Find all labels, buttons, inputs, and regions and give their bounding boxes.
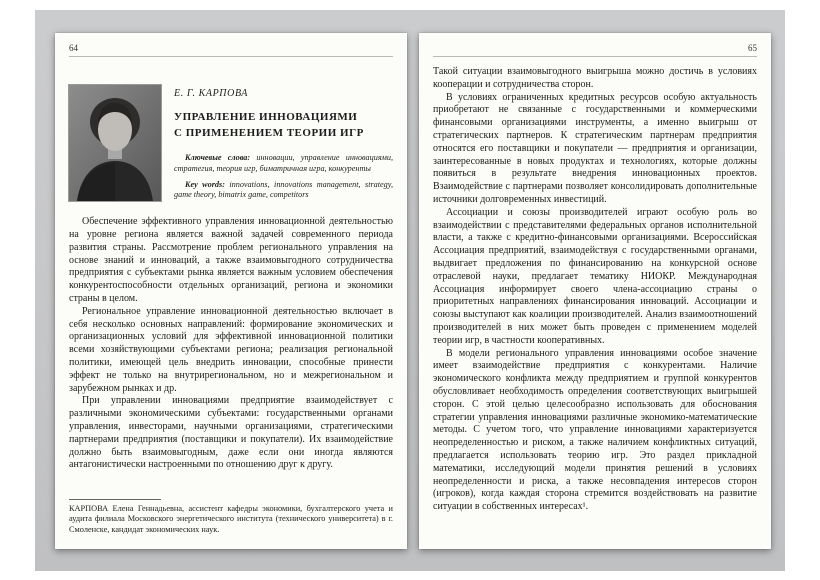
right-page bbox=[419, 33, 771, 549]
author-name: Е. Г. КАРПОВА bbox=[174, 88, 248, 99]
left-page-header bbox=[69, 44, 393, 57]
footnote-block bbox=[69, 499, 393, 536]
paragraph: При управлении инновациями предприятие взаимодействует с различными экономическими субъектами: государственными органами управления, инвесторами, научными организациями, стратегическими партнерами предприятия (поставщики и покупатели). Их взаимодействие должно быть взаимовыгодным, даже если они иногда являются антагонистически настроенными по отношению друг к другу. bbox=[69, 395, 393, 471]
keywords-ru-label: Ключевые слова: bbox=[185, 152, 251, 162]
right-page-header bbox=[433, 44, 757, 57]
article-header bbox=[69, 85, 393, 206]
keywords-en-text: innovations, innovations management, strategy, game theory, bimatrix game, competitors bbox=[174, 179, 393, 200]
right-page-number: 65 bbox=[748, 43, 757, 53]
keywords-ru-text: инновации, управление инновациями, стратегия, теория игр, биматричная игра, конкуренты bbox=[174, 152, 393, 173]
paragraph: В условиях ограниченных кредитных ресурсов особую актуальность приобретают не связанные с государственными и коммерческими финансовыми организациями инструменты, а именно выигрыш от стратегических партнеров. К стратегическим партнерам предприятия относятся его поставщики и покупатели — предприятия и организации, заинтересованные в новых продуктах и технологиях, которые должны появиться в результате внедрения инновационных проектов. Взаимодействие с партнерами позволяет консолидировать дополнительные источники долговременных инвестиций. bbox=[433, 91, 757, 205]
paragraph: Такой ситуации взаимовыгодного выигрыша можно достичь в условиях кооперации и сотрудничества сторон. bbox=[433, 66, 757, 90]
footnote-rule bbox=[69, 499, 161, 500]
author-photo bbox=[69, 85, 161, 201]
left-page-body bbox=[69, 216, 393, 472]
paragraph: Ассоциации и союзы производителей играют особую роль во взаимодействии с представителями федеральных органов исполнительной власти, а также с кредитно-финансовыми организациями. Всероссийская Ассоциация предприятий, взаимодействуя с государственными органами, выдвигает предложения по финансированию на конкурсной основе отраслевой науки, предлагает тематику НИОКР. Международная Ассоциация информирует своего члена-ассоциацию страны о приоритетных направлениях финансирования инноваций. Ассоциации и союзы выступают как коалиции производителей. Анализ взаимоотношений производителей в них может быть проведен с применением моделей теории игр, в частности кооперативных. bbox=[433, 206, 757, 346]
article-heading-block bbox=[174, 85, 393, 206]
article-title-line2: С ПРИМЕНЕНИЕМ ТЕОРИИ ИГР bbox=[174, 126, 364, 139]
article-title bbox=[174, 110, 393, 142]
keywords-en-label: Key words: bbox=[185, 179, 225, 189]
left-page-number: 64 bbox=[69, 43, 78, 53]
author-portrait-graphic bbox=[69, 85, 161, 201]
author-bio-footnote: КАРПОВА Елена Геннадьевна, ассистент кафедры экономики, бухгалтерского учета и аудита филиала Московского энергетического института (технического университета) в г. Смоленске, кандидат экономических наук. bbox=[69, 503, 393, 535]
paragraph: Обеспечение эффективного управления инновационной деятельностью на уровне региона является важной задачей современного периода развития страны. Рассмотрение проблем регионального управления на основе знаний и инноваций, а также взаимовыгодного сотрудничества предприятия с субъектами рынка является важным условием обеспечения конкурентоспособности отдельных организаций, региона и экономики страны в целом. bbox=[69, 216, 393, 304]
paragraph: В модели регионального управления инновациями особое значение имеет взаимодействие предприятия с конкурентами. Наличие экономического конфликта между предприятием и группой конкурентов обусловливает необходимость определения соответствующих выигрышей сторон. С этой целью целесообразно использовать для обоснования стратегии управления инновациями различные экономико-математические методы. С учетом того, что управление инновациями характеризуется неопределенностью и риском, а также наличием конфликтных ситуаций, предлагается использовать теорию игр. Это раздел прикладной математики, исследующий модели принятия решений в условиях неопределенности и риска, а также несовпадения интересов сторон (игроков), когда каждая сторона стремится воздействовать на развитие ситуации в собственных интересах¹. bbox=[433, 347, 757, 513]
keywords-en bbox=[174, 180, 393, 202]
right-page-body bbox=[433, 66, 757, 514]
left-page bbox=[55, 33, 407, 549]
paragraph: Региональное управление инновационной деятельностью включает в себя несколько основных направлений: формирование экономических и организационных условий для эффективной инновационной политики всеми хозяйствующими субъектами региона; реализация региональной политики, имеющей цель внедрить инновации, способные принести эффект не только на внутрирегиональном, но и межрегиональном и зарубежном рынках и др. bbox=[69, 305, 393, 394]
article-title-line1: УПРАВЛЕНИЕ ИННОВАЦИЯМИ bbox=[174, 111, 358, 123]
keywords-ru bbox=[174, 153, 393, 175]
